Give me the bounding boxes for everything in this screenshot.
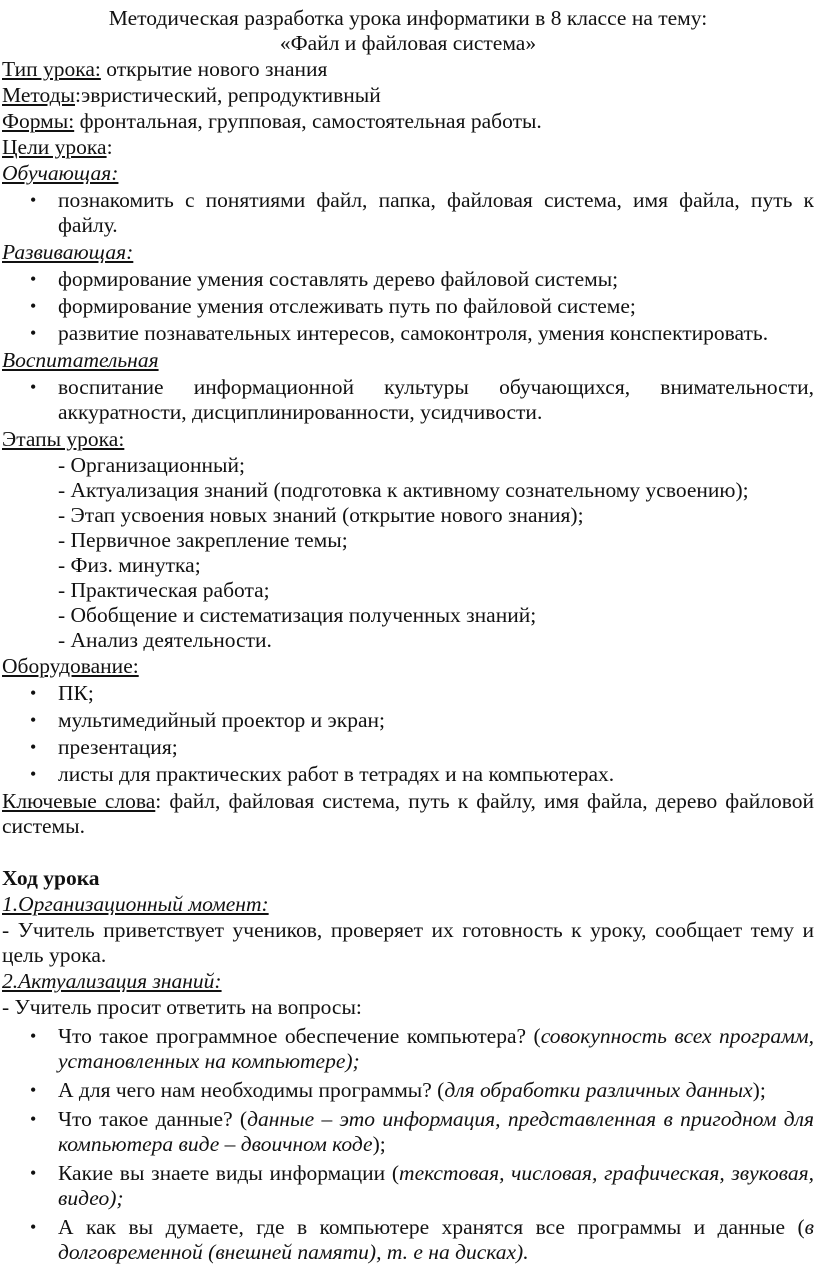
question-text: Какие вы знаете виды информации (: [58, 1161, 400, 1185]
question-item: [0, 1078, 816, 1103]
stages-heading: [0, 427, 816, 452]
lesson-type-label: Тип урока:: [2, 57, 101, 81]
list-item: • воспитание информационной культуры обучающихся, внимательности, аккуратности, дисциплинированности, усидчивости.: [0, 375, 816, 425]
lesson-progress-title: Ход урока: [2, 866, 100, 890]
question-tail: );: [752, 1078, 766, 1102]
teaching-goal-heading: [0, 161, 816, 186]
stage-item: - Организационный;: [58, 453, 245, 477]
stages-list: [0, 453, 816, 653]
educational-goal-label: Воспитательная: [2, 348, 159, 372]
step2-title: 2.Актуализация знаний:: [2, 969, 222, 993]
teaching-goal-label: Обучающая:: [2, 161, 119, 185]
stage-item: - Физ. минутка;: [58, 553, 201, 577]
lesson-goals-label: Цели урока: [2, 135, 107, 159]
lesson-goals: [0, 135, 816, 160]
keywords-value: : файл, файловая система, путь к файлу, имя файла, дерево файловой системы.: [2, 789, 814, 838]
equipment-heading: [0, 654, 816, 679]
list-item: • мультимедийный проектор и экран;: [0, 708, 816, 733]
step1-text: - Учитель приветствует учеников, проверяет их готовность к уроку, сообщает тему и цель урока.: [2, 918, 814, 967]
questions-list: [0, 1024, 816, 1265]
stages-label: Этапы урока:: [2, 427, 125, 451]
teaching-goal-list: [0, 188, 816, 238]
question-tail: );: [372, 1132, 386, 1156]
keywords-label: Ключевые слова: [2, 789, 156, 813]
step2-heading: [0, 969, 816, 994]
equipment-label: Оборудование:: [2, 654, 139, 678]
lesson-goals-colon: :: [106, 135, 113, 159]
question-text: А как вы думаете, где в компьютере хранятся все программы и данные (: [58, 1215, 805, 1239]
lesson-type-value: открытие нового знания: [100, 57, 328, 81]
list-item: • формирование умения составлять дерево файловой системы;: [0, 267, 816, 292]
list-item: • ПК;: [0, 681, 816, 706]
lesson-methods: [0, 83, 816, 108]
lesson-forms: [0, 109, 816, 134]
question-text: А для чего нам необходимы программы? (: [58, 1078, 445, 1102]
doc-title-line2: «Файл и файловая система»: [279, 31, 537, 55]
question-answer: в долговременной (внешней памяти), т. е на дисках).: [58, 1215, 814, 1264]
step1-title: 1.Организационный момент:: [2, 892, 269, 916]
equipment-list: [0, 681, 816, 787]
question-item: [0, 1161, 816, 1211]
spacer: [0, 840, 816, 865]
developing-goal-label: Развивающая:: [2, 240, 134, 264]
developing-goal-heading: [0, 240, 816, 265]
stage-item: - Практическая работа;: [58, 578, 270, 602]
keywords: [0, 789, 816, 839]
question-item: [0, 1215, 816, 1265]
step2-intro: - Учитель просит ответить на вопросы:: [2, 995, 362, 1019]
list-item: • презентация;: [0, 735, 816, 760]
stage-item: - Первичное закрепление темы;: [58, 528, 348, 552]
question-text: Что такое программное обеспечение компьютера? (: [58, 1024, 541, 1048]
list-item: • познакомить с понятиями файл, папка, файловая система, имя файла, путь к файлу.: [0, 188, 816, 238]
question-text: Что такое данные? (: [58, 1107, 248, 1131]
question-answer: данные – это информация, представленная в пригодном для компьютера виде – двоичном коде: [58, 1107, 814, 1156]
step1-heading: [0, 892, 816, 917]
question-answer: текстовая, числовая, графическая, звуковая, видео);: [58, 1161, 814, 1210]
list-item: • формирование умения отслеживать путь по файловой системе;: [0, 294, 816, 319]
lesson-forms-label: Формы:: [2, 109, 75, 133]
stage-item: - Актуализация знаний (подготовка к активному сознательному усвоению);: [58, 478, 749, 502]
question-answer: для обработки различных данных: [444, 1078, 753, 1102]
educational-goal-list: [0, 375, 816, 425]
developing-goal-list: [0, 267, 816, 346]
educational-goal-heading: [0, 348, 816, 373]
stage-item: - Анализ деятельности.: [58, 628, 272, 652]
list-item: • развитие познавательных интересов, самоконтроля, умения конспектировать.: [0, 321, 816, 346]
lesson-methods-value: :эвристический, репродуктивный: [75, 83, 381, 107]
doc-title-line1: Методическая разработка урока информатики в 8 классе на тему:: [108, 6, 708, 30]
question-answer: совокупность всех программ, установленных на компьютере);: [58, 1024, 815, 1073]
question-item: [0, 1024, 816, 1074]
stage-item: - Этап усвоения новых знаний (открытие нового знания);: [58, 503, 584, 527]
question-item: [0, 1107, 816, 1157]
lesson-forms-value: фронтальная, групповая, самостоятельная работы.: [74, 109, 542, 133]
lesson-type: [0, 57, 816, 82]
list-item: • листы для практических работ в тетрадях и на компьютерах.: [0, 762, 816, 787]
lesson-methods-label: Методы: [2, 83, 76, 107]
stage-item: - Обобщение и систематизация полученных знаний;: [58, 603, 537, 627]
